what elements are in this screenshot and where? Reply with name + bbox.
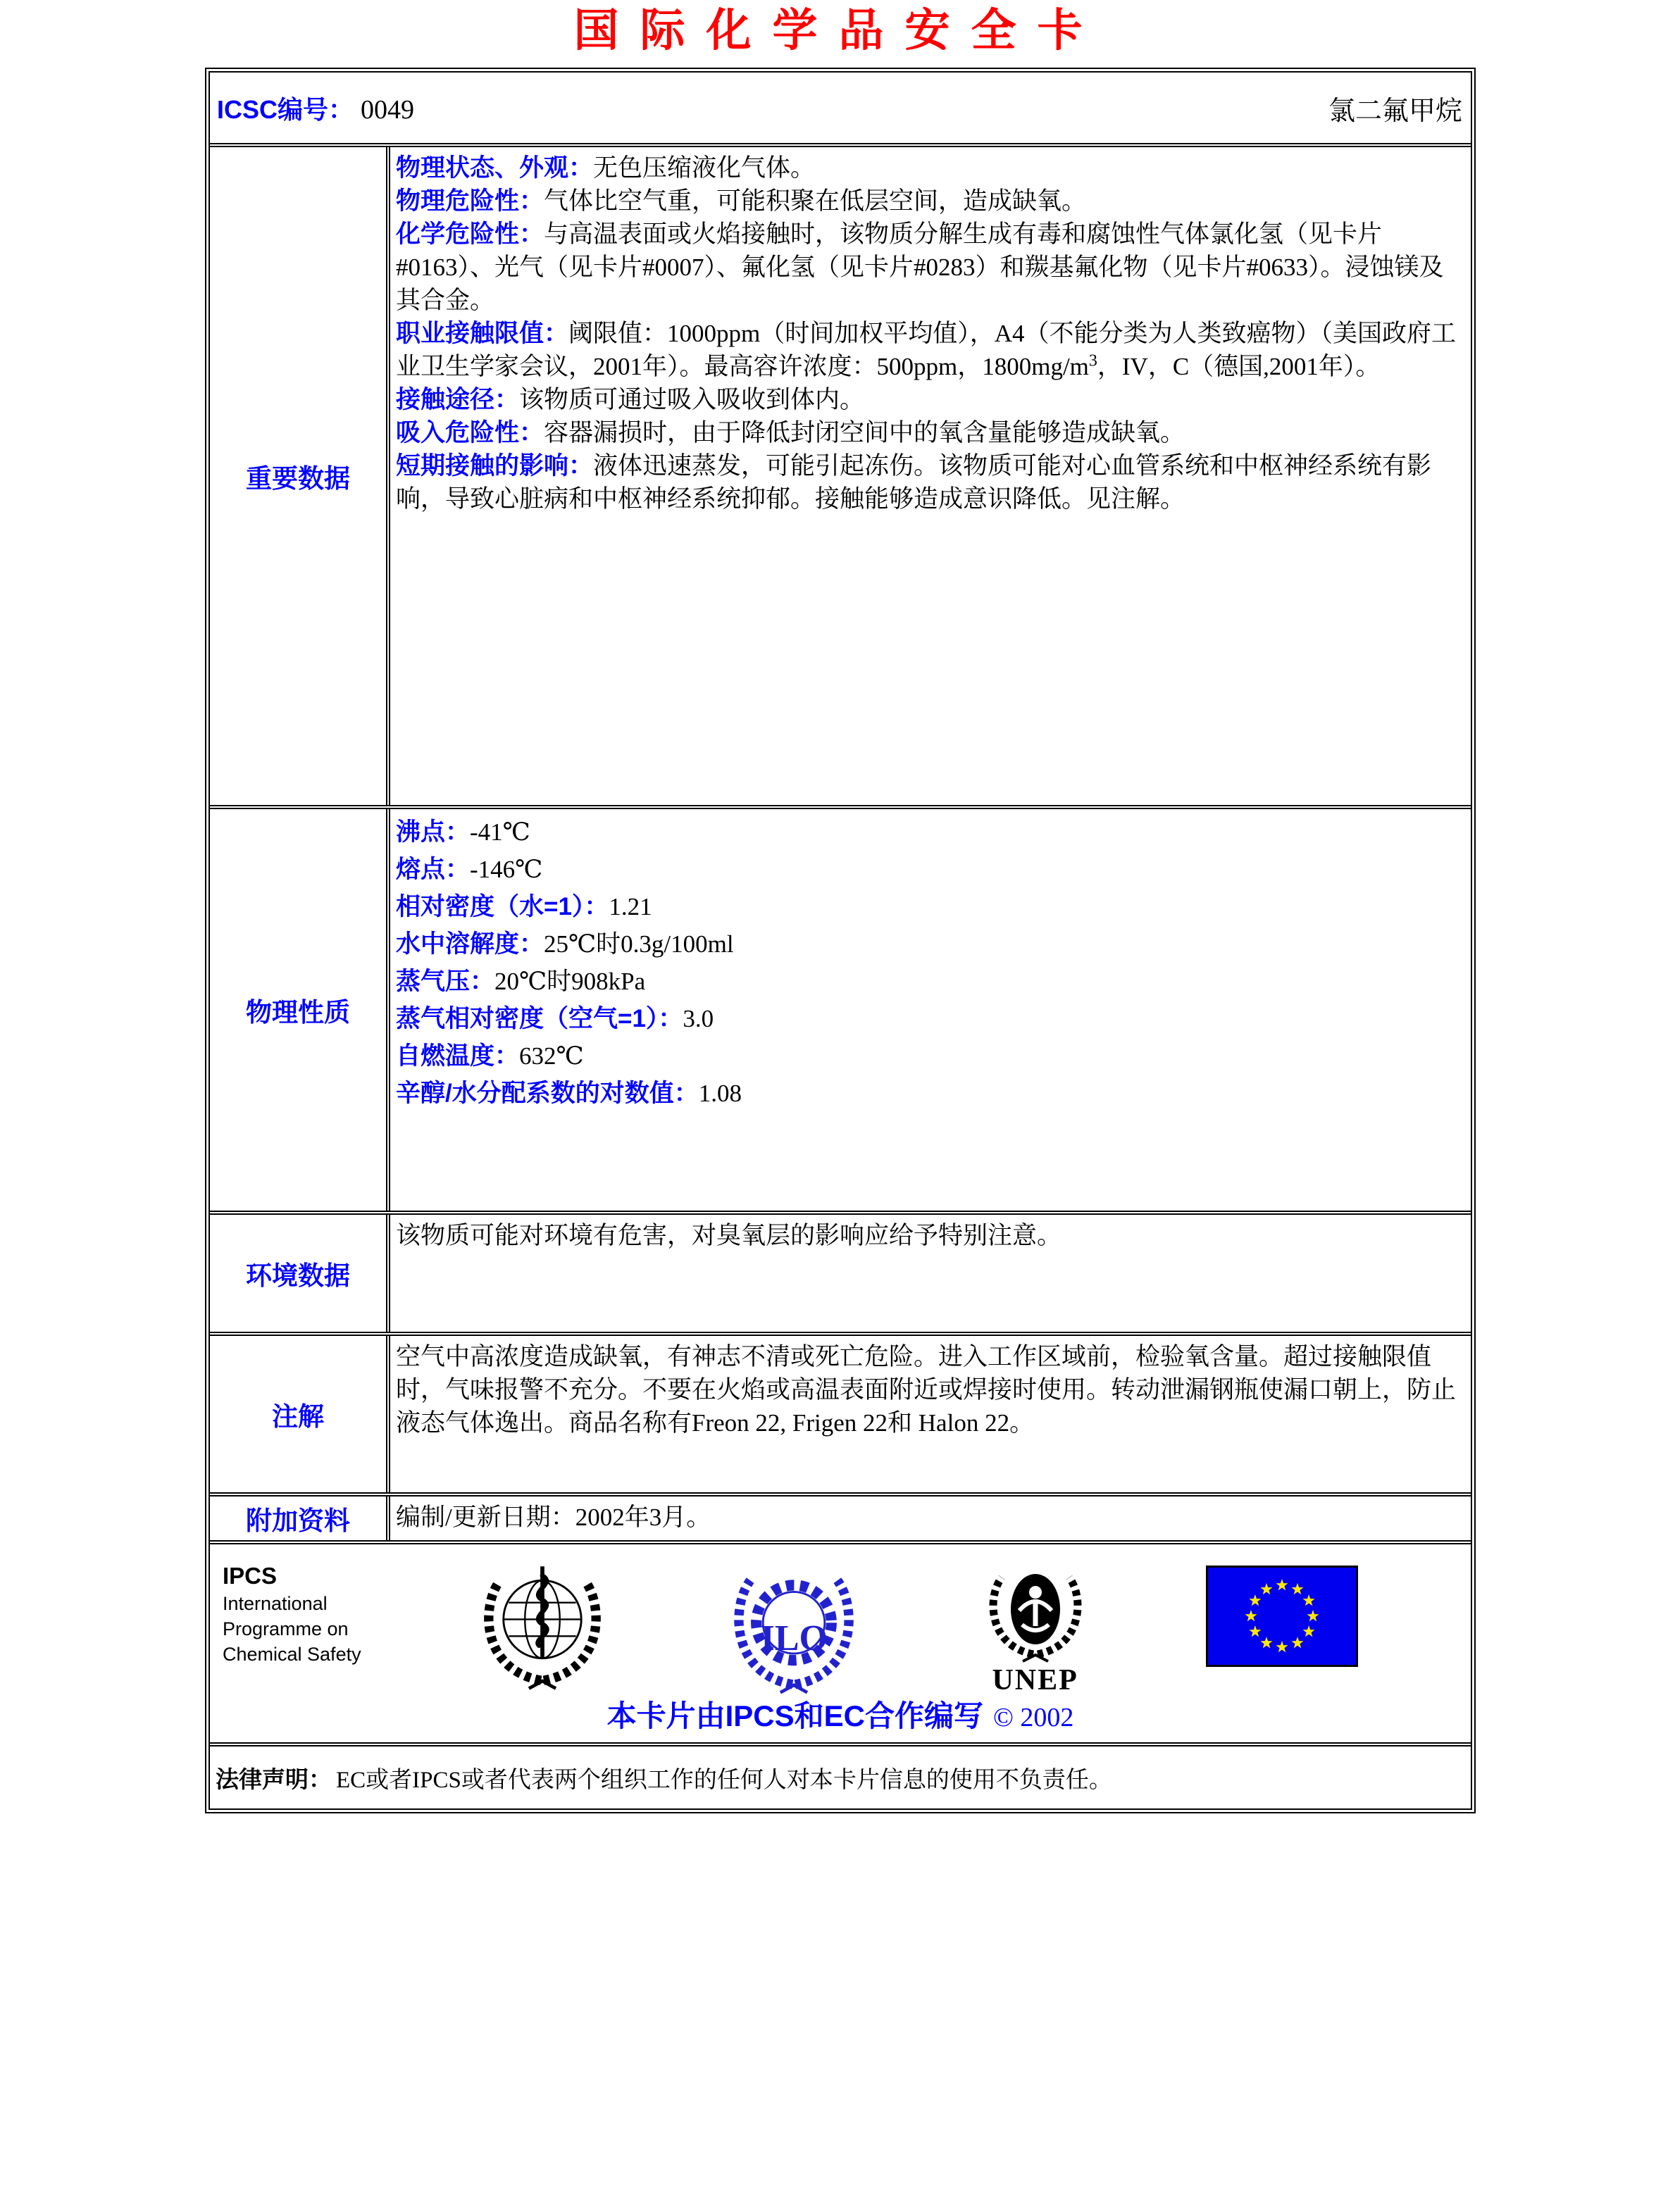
item-text: 与高温表面或火焰接触时，该物质分解生成有毒和腐蚀性气体氯化氢（见卡片#0163）、光气（见卡片#0007）、氟化氢（见卡片#0283）和羰基氟化物（见卡片#0633）。浸蚀镁及其合金。 bbox=[396, 220, 1444, 314]
who-icon bbox=[472, 1556, 613, 1700]
icsc-document-page bbox=[0, 4, 1656, 2212]
property-line bbox=[396, 1000, 1462, 1037]
item-text: ，IV，C（德国,2001年）。 bbox=[1097, 353, 1381, 380]
important-data-item bbox=[396, 185, 1462, 218]
property-value: 1.21 bbox=[609, 893, 652, 920]
property-line bbox=[396, 813, 1462, 851]
ilo-icon bbox=[723, 1556, 864, 1700]
unep-label: UNEP bbox=[992, 1664, 1078, 1697]
page-title: 国际化学品安全卡 bbox=[573, 5, 1104, 57]
legal-notice-row bbox=[210, 1742, 1471, 1808]
physical-properties-content bbox=[390, 809, 1471, 1211]
item-text: 容器漏损时，由于降低封闭空间中的氧含量能够造成缺氧。 bbox=[544, 419, 1185, 446]
property-line bbox=[396, 1037, 1462, 1075]
row-label-important-data: 重要数据 bbox=[210, 147, 390, 805]
chemical-name: 氯二氟甲烷 bbox=[1328, 96, 1462, 126]
environmental-data-text: 该物质可能对环境有危害，对臭氧层的影响应给予特别注意。 bbox=[396, 1222, 1062, 1249]
ipcs-text-block bbox=[223, 1556, 361, 1667]
row-label-additional-info: 附加资料 bbox=[210, 1496, 390, 1540]
item-label: 短期接触的影响： bbox=[396, 452, 594, 480]
property-line bbox=[396, 888, 1462, 925]
ipcs-line: Chemical Safety bbox=[223, 1644, 361, 1665]
important-data-item bbox=[396, 416, 1462, 449]
additional-info-text: 编制/更新日期：2002年3月。 bbox=[396, 1504, 711, 1531]
property-label: 水中溶解度： bbox=[396, 930, 544, 958]
ipcs-acronym: IPCS bbox=[223, 1563, 278, 1589]
property-label: 自燃温度： bbox=[396, 1042, 520, 1070]
legal-notice-label: 法律声明： bbox=[216, 1766, 332, 1792]
property-label: 蒸气压： bbox=[396, 968, 495, 995]
section-environmental-data bbox=[210, 1211, 1471, 1332]
icsc-number-group bbox=[217, 90, 414, 126]
property-line bbox=[396, 1075, 1462, 1112]
important-data-item bbox=[396, 317, 1462, 383]
legal-notice-text: EC或者IPCS或者代表两个组织工作的任何人对本卡片信息的使用不负责任。 bbox=[336, 1767, 1112, 1793]
item-text: 无色压缩液化气体。 bbox=[593, 154, 816, 182]
section-notes bbox=[210, 1332, 1471, 1492]
important-data-item bbox=[396, 151, 1462, 185]
unep-icon bbox=[976, 1556, 1095, 1696]
item-text: 该物质可通过吸入吸收到体内。 bbox=[519, 386, 865, 413]
notes-text: 空气中高浓度造成缺氧，有神志不清或死亡危险。进入工作区域前，检验氧含量。超过接触限值时，气味报警不充分。不要在火焰或高温表面附近或焊接时使用。转动泄漏钢瓶使漏口朝上，防止液态气体逸出。商品名称有Freon 22, Frigen 22和 Halon 22。 bbox=[396, 1343, 1457, 1437]
property-value: -146℃ bbox=[470, 856, 543, 883]
ipcs-line: Programme on bbox=[223, 1618, 349, 1639]
property-line bbox=[396, 963, 1462, 1000]
ipcs-line: International bbox=[223, 1593, 328, 1614]
item-label: 接触途径： bbox=[396, 386, 520, 413]
icsc-number-label: ICSC编号： bbox=[217, 94, 354, 124]
row-label-notes: 注解 bbox=[210, 1336, 390, 1492]
property-value: 25℃时0.3g/100ml bbox=[544, 930, 734, 958]
row-label-environmental-data: 环境数据 bbox=[210, 1215, 390, 1332]
property-label: 相对密度（水=1）： bbox=[396, 893, 609, 920]
footer-caption-text: 本卡片由IPCS和EC合作编写 bbox=[606, 1699, 983, 1732]
important-data-item bbox=[396, 383, 1462, 416]
footer-logos-row bbox=[210, 1540, 1471, 1742]
eu-flag-icon bbox=[1206, 1556, 1358, 1670]
property-value: 3.0 bbox=[683, 1005, 714, 1032]
property-line bbox=[396, 851, 1462, 888]
section-important-data bbox=[210, 143, 1471, 805]
footer-copyright: © 2002 bbox=[993, 1703, 1074, 1732]
item-text: 气体比空气重，可能积聚在低层空间，造成缺氧。 bbox=[544, 187, 1087, 215]
property-value: 632℃ bbox=[519, 1042, 584, 1070]
section-physical-properties bbox=[210, 805, 1471, 1211]
property-label: 辛醇/水分配系数的对数值： bbox=[396, 1080, 699, 1107]
property-value: 20℃时908kPa bbox=[494, 968, 646, 995]
row-label-physical-properties: 物理性质 bbox=[210, 809, 390, 1211]
section-additional-info bbox=[210, 1492, 1471, 1540]
notes-content bbox=[390, 1336, 1471, 1492]
important-data-item bbox=[396, 449, 1462, 515]
environmental-data-content bbox=[390, 1215, 1471, 1332]
item-label: 吸入危险性： bbox=[396, 419, 544, 446]
ilo-letters: ILO bbox=[760, 1618, 828, 1658]
icsc-card-table bbox=[205, 68, 1476, 1813]
additional-info-content bbox=[390, 1496, 1471, 1540]
item-label: 物理状态、外观： bbox=[396, 154, 594, 182]
card-header-row bbox=[210, 73, 1471, 143]
item-label: 物理危险性： bbox=[396, 187, 544, 215]
property-label: 蒸气相对密度（空气=1）： bbox=[396, 1005, 683, 1032]
item-text: 阈限值：1000ppm（时间加权平均值），A4（不能分类为人类致癌物）（美国政府工业卫生学家会议，2001年）。最高容许浓度：500ppm，1800mg/m bbox=[396, 320, 1457, 380]
footer-caption bbox=[210, 1693, 1471, 1735]
important-data-content bbox=[390, 147, 1471, 805]
property-line bbox=[396, 925, 1462, 963]
item-text: 液体迅速蒸发，可能引起冻伤。该物质可能对心血管系统和中枢神经系统有影响，导致心脏病和中枢神经系统抑郁。接触能够造成意识降低。见注解。 bbox=[396, 452, 1432, 513]
important-data-item bbox=[396, 218, 1462, 317]
superscript-3: 3 bbox=[1088, 351, 1097, 370]
property-value: 1.08 bbox=[698, 1080, 742, 1107]
property-value: -41℃ bbox=[470, 818, 530, 846]
property-label: 沸点： bbox=[396, 818, 471, 846]
icsc-number-value: 0049 bbox=[361, 94, 415, 125]
item-label: 职业接触限值： bbox=[396, 320, 569, 347]
property-label: 熔点： bbox=[396, 856, 471, 883]
item-label: 化学危险性： bbox=[396, 220, 544, 248]
